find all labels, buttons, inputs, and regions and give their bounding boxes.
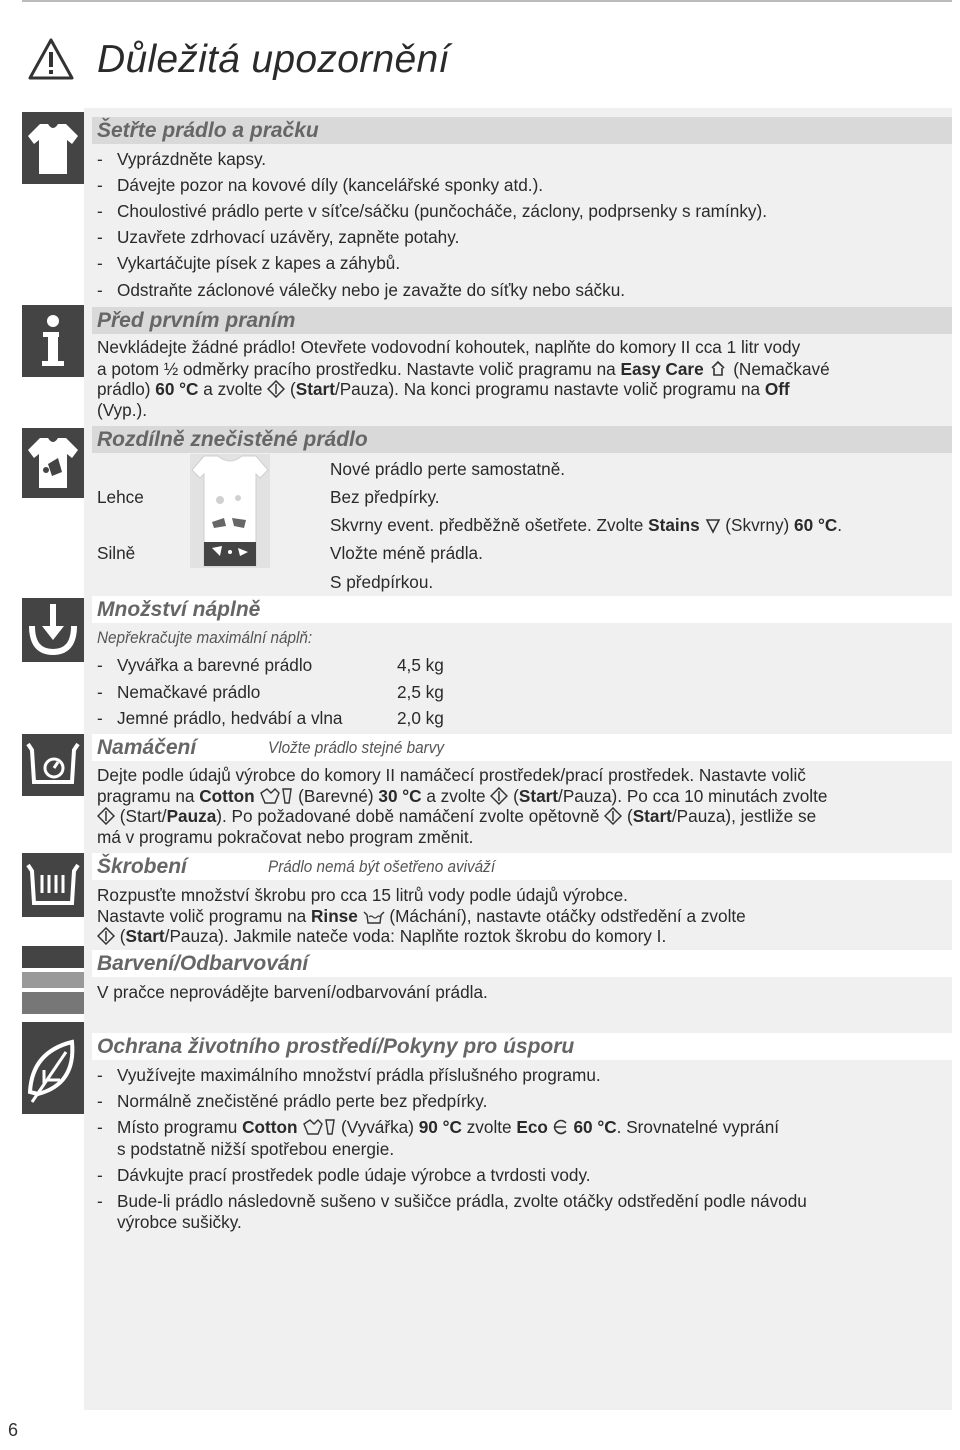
list-item-continuation: výrobce sušičky. xyxy=(117,1212,242,1232)
load-value: 4,5 kg xyxy=(397,655,444,675)
soiling-label-heavy: Silně xyxy=(97,543,136,563)
start-pause-symbol-icon xyxy=(267,380,285,398)
list-item: - Místo programu Cotton (Vyvářka) 90 °C zvolte Eco 60 °C. Srovnatelné vyprání xyxy=(97,1117,780,1137)
section-heading-eco: Ochrana životního prostředí/Pokyny pro úsporu xyxy=(92,1033,952,1060)
section-heading-care: Šetřte prádlo a pračku xyxy=(92,117,952,144)
leaf-icon xyxy=(22,1022,84,1114)
page-number: 6 xyxy=(8,1420,19,1440)
tshirt-icon xyxy=(22,112,84,184)
soak-subheading: Vložte prádlo stejné barvy xyxy=(268,738,445,757)
list-item: - Vyprázdněte kapsy. xyxy=(97,149,267,169)
load-value: 2,0 kg xyxy=(397,708,444,728)
dyeing-text: V pračce neprovádějte barvení/odbarvování prádla. xyxy=(97,982,488,1002)
list-item: - Dávkujte prací prostředek podle údaje výrobce a tvrdosti vody. xyxy=(97,1165,591,1185)
start-pause-symbol-icon xyxy=(490,787,508,805)
starch-paragraph: Rozpusťte množství škrobu pro cca 15 litrů vody podle údajů výrobce. Nastavte volič programu na Rinse (Máchání), nastavte otáčky odstředění a zvolte (Start/Pauza). Jakmile nateče voda: Naplňte roztok škrobu do komory I. xyxy=(97,885,746,946)
rinse-symbol-icon xyxy=(363,909,385,925)
list-item: - Normálně znečistěné prádlo perte bez předpírky. xyxy=(97,1091,488,1111)
soiling-row: S předpírkou. xyxy=(330,572,434,592)
list-item: - Choulostivé prádlo perte v síťce/sáčku (punčocháče, záclony, podprsenky s ramínky). xyxy=(97,201,768,221)
soiling-row: Nové prádlo perte samostatně. xyxy=(330,459,566,479)
section-heading-soiling: Rozdílně znečistěné prádlo xyxy=(92,426,952,453)
section-heading-dyeing: Barvení/Odbarvování xyxy=(92,950,952,977)
list-item: - Uzavřete zdrhovací uzávěry, zapněte potahy. xyxy=(97,227,460,247)
soak-paragraph: Dejte podle údajů výrobce do komory II namáčecí prostředek/prací prostředek. Nastavte volič pragramu na Cotton (Barevné) 30 °C a zvolte (Start/Pauza). Po cca 10 minutách zvolte (Start/Pauza). Po požadované době namáčení zvolte opětovně (Start/Pauza), jestliže se má v programu pokračovat nebo program změnit. xyxy=(97,765,828,847)
list-item: - Dávejte pozor na kovové díly (kancelářské sponky atd.). xyxy=(97,175,544,195)
load-note: Nepřekračujte maximální náplň: xyxy=(97,628,313,647)
easy-care-symbol-icon xyxy=(708,358,728,378)
warning-icon xyxy=(27,37,75,81)
soak-basin-icon xyxy=(22,734,84,796)
section-heading-first-wash: Před prvním praním xyxy=(92,307,952,334)
list-item: - Vykartáčujte písek z kapes a záhybů. xyxy=(97,253,401,273)
eco-symbol-icon xyxy=(553,1118,569,1136)
load-item: - Jemné prádlo, hedvábí a vlna xyxy=(97,708,343,728)
cotton-symbol-icon xyxy=(302,1118,336,1136)
section-heading-soak: Namáčení xyxy=(92,734,952,761)
first-wash-paragraph: Nevkládejte žádné prádlo! Otevřete vodovodní kohoutek, naplňte do komory II cca 1 litr vody a potom ½ odměrky pracího prostředku. Nastavte volič pragramu na Easy Care (Nemačkavé prádlo) 60 °C a zvolte (Start/Pauza). Na konci programu nastavte volič programu na Off (Vyp.). xyxy=(97,337,830,420)
starch-basin-icon xyxy=(22,853,84,917)
cotton-symbol-icon xyxy=(259,787,293,805)
start-pause-symbol-icon xyxy=(604,807,622,825)
soiling-row: Skvrny event. předběžně ošetřete. Zvolte Stains (Skvrny) 60 °C. xyxy=(330,515,843,535)
dye-swatch-icon xyxy=(22,946,84,1014)
list-item: - Využívejte maximálního množství prádla příslušného programu. xyxy=(97,1065,601,1085)
starch-subheading: Prádlo nemá být ošetřeno aviváží xyxy=(268,857,496,876)
load-value: 2,5 kg xyxy=(397,682,444,702)
load-item: - Nemačkavé prádlo xyxy=(97,682,261,702)
soiling-row: Bez předpírky. xyxy=(330,487,440,507)
section-heading-starch: Škrobení xyxy=(92,853,952,880)
list-item: - Bude-li prádlo následovně sušeno v sušičce prádla, zvolte otáčky odstředění podle návodu xyxy=(97,1191,807,1211)
info-icon xyxy=(22,305,84,377)
list-item-continuation: s podstatně nižší spotřebou energie. xyxy=(117,1139,395,1159)
page-title: Důležitá upozornění xyxy=(97,38,450,81)
load-arrow-icon xyxy=(22,598,84,662)
section-heading-load: Množství náplně xyxy=(92,596,952,623)
start-pause-symbol-icon xyxy=(97,927,115,945)
stains-symbol-icon xyxy=(705,516,721,534)
start-pause-symbol-icon xyxy=(97,807,115,825)
list-item: - Odstraňte záclonové válečky nebo je zavažte do síťky nebo sáčku. xyxy=(97,280,626,300)
stained-tshirt-icon xyxy=(22,428,84,498)
soiling-scale-graphic xyxy=(190,452,270,568)
load-item: - Vyvářka a barevné prádlo xyxy=(97,655,313,675)
soiling-row: Vložte méně prádla. xyxy=(330,543,483,563)
soiling-label-light: Lehce xyxy=(97,487,144,507)
